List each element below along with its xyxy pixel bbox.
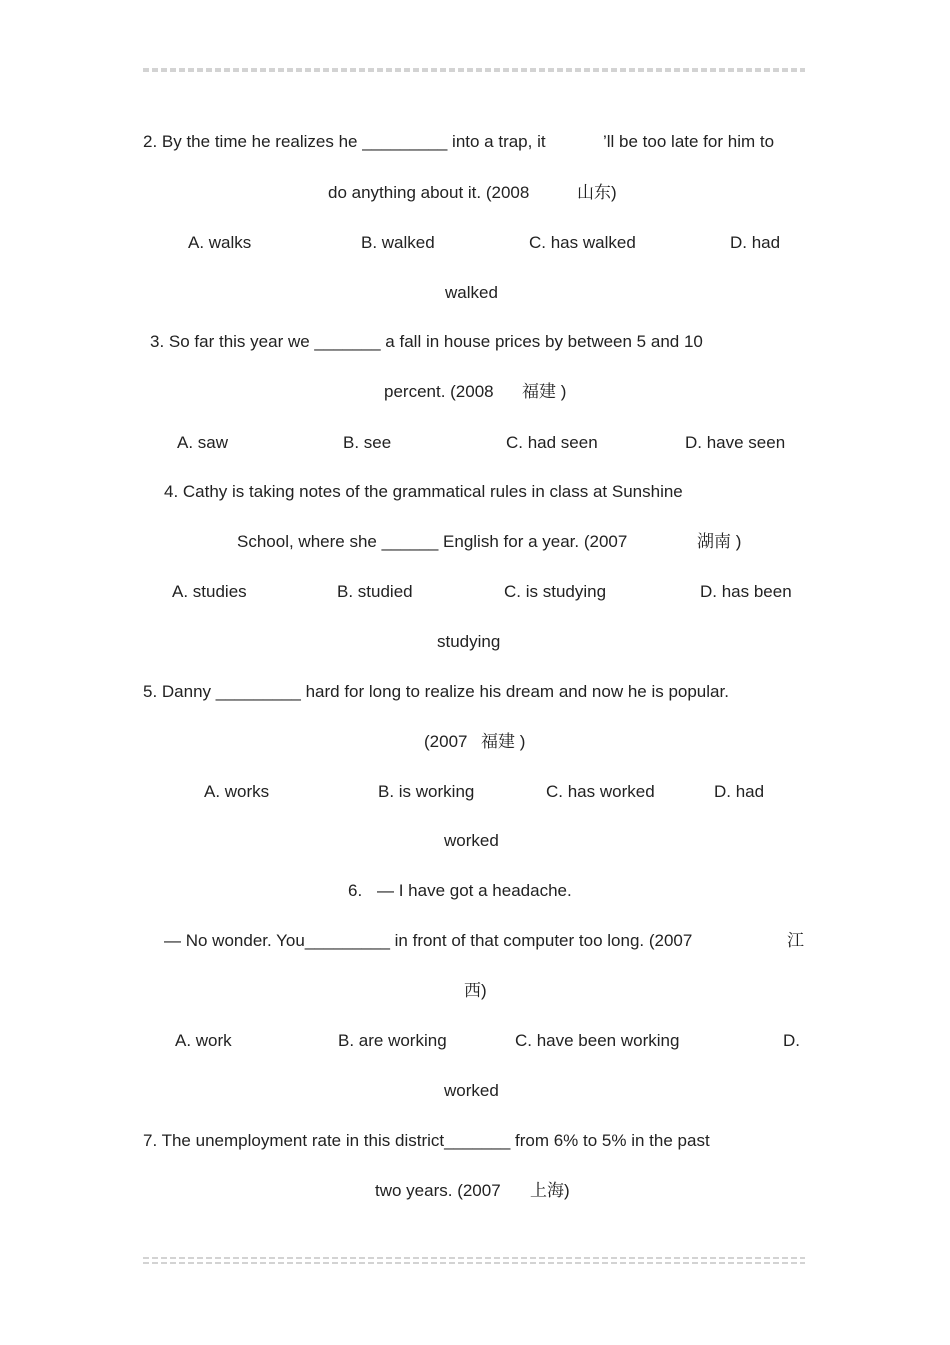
question-2-option-d: D. had — [730, 233, 781, 252]
question-2-option-b: B. walked — [361, 233, 435, 252]
question-6-option-c: C. have been working — [515, 1031, 680, 1050]
question-3-text-line2: percent. (2008 — [384, 382, 494, 401]
question-2-option-d-wrap: walked — [445, 283, 498, 302]
question-5-option-a: A. works — [204, 782, 270, 801]
question-2-text-cont: ’ll be too late for him to — [603, 132, 775, 151]
question-4-option-d: D. has been — [700, 582, 792, 601]
question-2-option-a: A. walks — [188, 233, 252, 252]
question-4-text: 4. Cathy is taking notes of the grammatical rules in class at Sunshine — [164, 482, 683, 501]
question-6-source-part1: 江 — [787, 931, 804, 950]
question-6-dialogue-2: — No wonder. You_________ in front of that computer too long. (2007 — [164, 931, 693, 950]
question-6-option-d-wrap: worked — [444, 1081, 499, 1100]
question-6-option-d: D. — [783, 1031, 800, 1050]
question-5-option-d-wrap: worked — [444, 831, 499, 850]
question-4-option-b: B. studied — [337, 582, 413, 601]
question-5-option-d: D. had — [714, 782, 765, 801]
question-7-text-line2: two years. (2007 — [375, 1181, 501, 1200]
question-4-text-line2: School, where she ______ English for a year. (2007 — [237, 532, 628, 551]
header-divider — [143, 68, 805, 72]
question-4-option-d-wrap: studying — [437, 632, 501, 651]
question-4-option-a: A. studies — [172, 582, 247, 601]
question-5-option-c: C. has worked — [546, 782, 655, 801]
question-2-text-line2: do anything about it. (2008 — [328, 183, 530, 202]
question-6-dialogue-1: — I have got a headache. — [377, 881, 572, 900]
question-7-text: 7. The unemployment rate in this district_______ from 6% to 5% in the past — [143, 1131, 710, 1150]
question-3-option-c: C. had seen — [506, 433, 598, 452]
question-2-source: 山东) — [577, 183, 617, 202]
question-5-source: 福建 ) — [481, 732, 526, 751]
question-3-text: 3. So far this year we _______ a fall in house prices by between 5 and 10 — [150, 332, 703, 351]
question-6-option-a: A. work — [175, 1031, 232, 1050]
footer-divider-2 — [143, 1262, 805, 1264]
footer-divider-1 — [143, 1257, 805, 1259]
question-3-option-a: A. saw — [177, 433, 229, 452]
question-3-option-d: D. have seen — [685, 433, 786, 452]
question-3-option-b: B. see — [343, 433, 392, 452]
question-7-source: 上海) — [530, 1181, 570, 1200]
question-2-text: 2. By the time he realizes he _________ into a trap, it — [143, 132, 546, 151]
question-3-source: 福建 ) — [522, 382, 567, 401]
question-2-option-c: C. has walked — [529, 233, 636, 252]
question-5-text: 5. Danny _________ hard for long to realize his dream and now he is popular. — [143, 682, 729, 701]
question-5-text-line2: (2007 — [424, 732, 468, 751]
question-6-number: 6. — [348, 881, 363, 900]
question-4-option-c: C. is studying — [504, 582, 607, 601]
question-5-option-b: B. is working — [378, 782, 475, 801]
question-6-option-b: B. are working — [338, 1031, 447, 1050]
question-6-source-part2: 西) — [464, 981, 487, 1000]
question-4-source: 湖南 ) — [697, 532, 742, 551]
